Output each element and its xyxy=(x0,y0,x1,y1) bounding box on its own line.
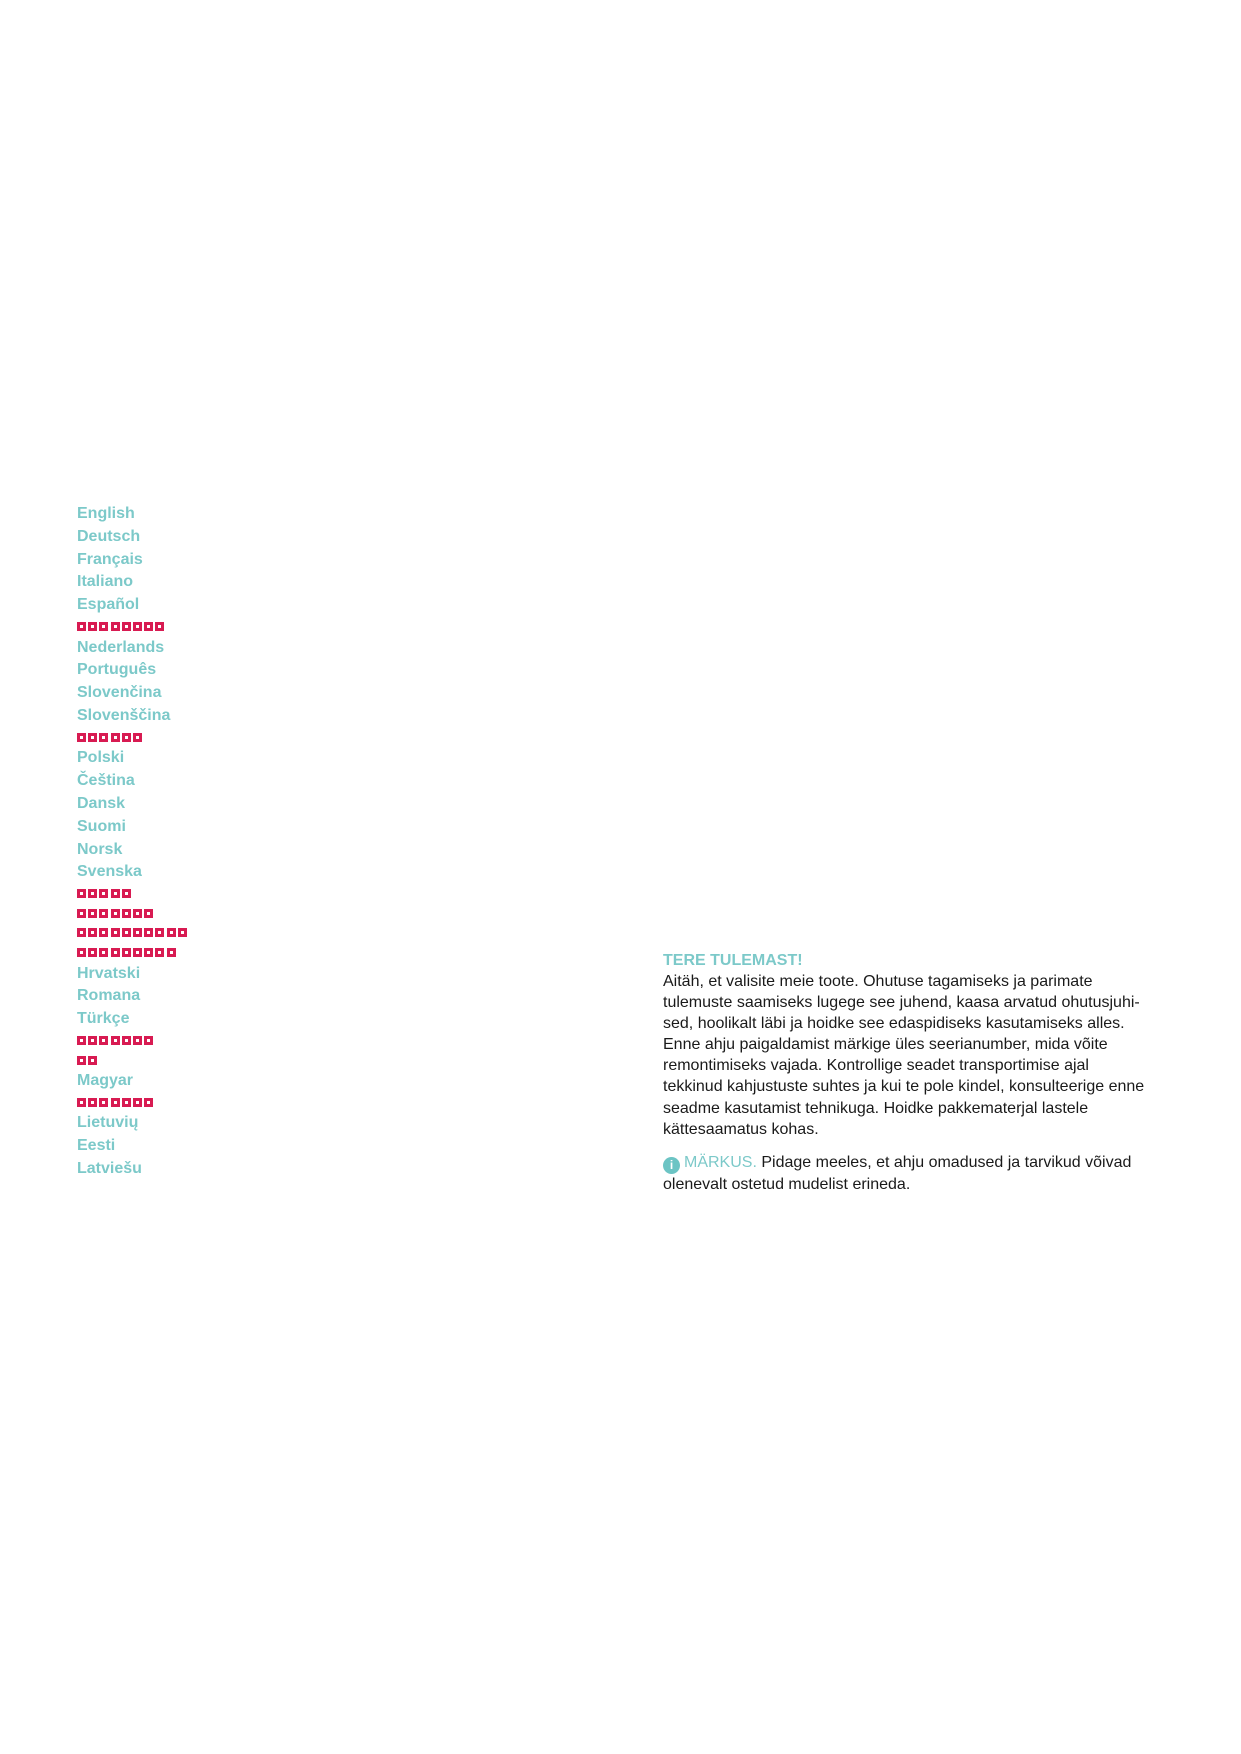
language-link-unrendered[interactable] xyxy=(77,923,317,943)
language-link[interactable]: Lietuvių xyxy=(77,1114,139,1132)
language-link[interactable]: Eesti xyxy=(77,1137,116,1155)
missing-glyph-icon xyxy=(77,948,86,957)
missing-glyph-icon xyxy=(144,1098,153,1107)
language-link[interactable]: Deutsch xyxy=(77,527,141,545)
missing-glyph-icon xyxy=(111,928,120,937)
language-link[interactable]: Suomi xyxy=(77,817,126,835)
missing-glyph-icon xyxy=(99,948,108,957)
missing-glyph-icon xyxy=(77,1056,86,1065)
missing-glyph-icon xyxy=(167,948,176,957)
language-link-unrendered[interactable] xyxy=(77,884,317,904)
missing-glyph-icon xyxy=(77,889,86,898)
missing-glyph-icon xyxy=(88,622,97,631)
missing-glyph-icon xyxy=(144,1036,153,1045)
language-link-unrendered[interactable] xyxy=(77,943,317,963)
missing-glyph-icon xyxy=(88,1056,97,1065)
language-link-unrendered[interactable] xyxy=(77,1031,317,1051)
missing-glyph-icon xyxy=(111,622,120,631)
language-link[interactable]: English xyxy=(77,505,135,522)
missing-glyph-icon xyxy=(99,1036,108,1045)
missing-glyph-icon xyxy=(144,928,153,937)
language-link-unrendered[interactable] xyxy=(77,1093,317,1113)
welcome-body xyxy=(663,971,1166,1140)
missing-glyph-icon xyxy=(178,928,187,937)
missing-glyph-icon xyxy=(99,909,108,918)
missing-glyph-icon xyxy=(133,928,142,937)
language-link[interactable]: Svenska xyxy=(77,863,142,881)
missing-glyph-icon xyxy=(144,909,153,918)
missing-glyph-icon xyxy=(133,1098,142,1107)
language-link-unrendered[interactable] xyxy=(77,904,317,924)
welcome-body-line: remontimiseks vajada. Kontrollige seadet transportimise ajal xyxy=(663,1057,1089,1075)
language-link[interactable]: Polski xyxy=(77,749,125,767)
language-link[interactable]: Slovenščina xyxy=(77,706,171,724)
language-link[interactable]: Romana xyxy=(77,987,141,1005)
missing-glyph-icon xyxy=(99,1098,108,1107)
language-link[interactable]: Norsk xyxy=(77,840,123,858)
missing-glyph-icon xyxy=(133,622,142,631)
missing-glyph-icon xyxy=(111,909,120,918)
missing-glyph-icon xyxy=(122,1098,131,1107)
missing-glyph-icon xyxy=(88,928,97,937)
missing-glyph-icon xyxy=(99,733,108,742)
welcome-body-line: seadme kasutamist tehnikuga. Hoidke pakkematerjal lastele xyxy=(663,1099,1089,1117)
missing-glyph-icon xyxy=(133,1036,142,1045)
missing-glyph-icon xyxy=(155,622,164,631)
welcome-body-line: tulemuste saamiseks lugege see juhend, kaasa arvatud ohutusjuhi- xyxy=(663,994,1140,1012)
welcome-section xyxy=(663,950,1166,1195)
missing-glyph-icon xyxy=(111,889,120,898)
missing-glyph-icon xyxy=(111,1098,120,1107)
missing-glyph-icon xyxy=(99,889,108,898)
language-link[interactable]: Hrvatski xyxy=(77,964,141,982)
language-link[interactable]: Nederlands xyxy=(77,638,165,656)
note-block xyxy=(663,1152,1166,1195)
missing-glyph-icon xyxy=(133,948,142,957)
missing-glyph-icon xyxy=(144,948,153,957)
missing-glyph-icon xyxy=(111,1036,120,1045)
missing-glyph-icon xyxy=(144,622,153,631)
missing-glyph-icon xyxy=(122,733,131,742)
missing-glyph-icon xyxy=(133,733,142,742)
missing-glyph-icon xyxy=(167,928,176,937)
missing-glyph-icon xyxy=(77,1098,86,1107)
missing-glyph-icon xyxy=(133,909,142,918)
language-list xyxy=(77,503,317,1181)
missing-glyph-icon xyxy=(99,928,108,937)
missing-glyph-icon xyxy=(122,1036,131,1045)
language-link[interactable]: Dansk xyxy=(77,794,126,812)
missing-glyph-icon xyxy=(77,928,86,937)
language-link-unrendered[interactable] xyxy=(77,617,317,637)
language-link[interactable]: Français xyxy=(77,550,143,568)
language-link[interactable]: Čeština xyxy=(77,772,135,790)
missing-glyph-icon xyxy=(99,622,108,631)
language-link-unrendered[interactable] xyxy=(77,1051,317,1071)
welcome-body-line: Enne ahju paigaldamist märkige üles seerianumber, mida võite xyxy=(663,1036,1108,1054)
welcome-body-line: Aitäh, et valisite meie toote. Ohutuse tagamiseks ja parimate xyxy=(663,973,1093,990)
language-link[interactable]: Türkçe xyxy=(77,1010,130,1028)
language-link[interactable]: Slovenčina xyxy=(77,684,162,702)
language-link-unrendered[interactable] xyxy=(77,728,317,748)
missing-glyph-icon xyxy=(122,889,131,898)
missing-glyph-icon xyxy=(77,733,86,742)
missing-glyph-icon xyxy=(155,928,164,937)
language-link[interactable]: Magyar xyxy=(77,1072,134,1090)
language-link[interactable]: Italiano xyxy=(77,573,134,591)
language-link[interactable]: Español xyxy=(77,596,140,614)
note-text: Pidage meeles, et ahju omadused ja tarvikud võivad olenevalt ostetud mudelist erineda. xyxy=(663,1153,1132,1193)
missing-glyph-icon xyxy=(122,622,131,631)
info-icon: i xyxy=(663,1157,680,1174)
missing-glyph-icon xyxy=(122,948,131,957)
missing-glyph-icon xyxy=(77,1036,86,1045)
welcome-body-line: sed, hoolikalt läbi ja hoidke see edaspidiseks kasutamiseks alles. xyxy=(663,1015,1125,1033)
missing-glyph-icon xyxy=(77,622,86,631)
missing-glyph-icon xyxy=(88,948,97,957)
missing-glyph-icon xyxy=(88,909,97,918)
missing-glyph-icon xyxy=(111,948,120,957)
missing-glyph-icon xyxy=(88,889,97,898)
missing-glyph-icon xyxy=(88,1036,97,1045)
language-link[interactable]: Português xyxy=(77,661,157,679)
welcome-title: TERE TULEMAST! xyxy=(663,952,803,969)
missing-glyph-icon xyxy=(122,928,131,937)
missing-glyph-icon xyxy=(111,733,120,742)
missing-glyph-icon xyxy=(88,733,97,742)
welcome-body-line: tekkinud kahjustuste suhtes ja kui te pole kindel, konsulteerige enne xyxy=(663,1078,1145,1096)
language-link[interactable]: Latviešu xyxy=(77,1160,142,1178)
missing-glyph-icon xyxy=(155,948,164,957)
missing-glyph-icon xyxy=(77,909,86,918)
missing-glyph-icon xyxy=(88,1098,97,1107)
missing-glyph-icon xyxy=(122,909,131,918)
welcome-body-line: kättesaamatus kohas. xyxy=(663,1120,819,1138)
note-label: MÄRKUS. xyxy=(684,1153,757,1171)
